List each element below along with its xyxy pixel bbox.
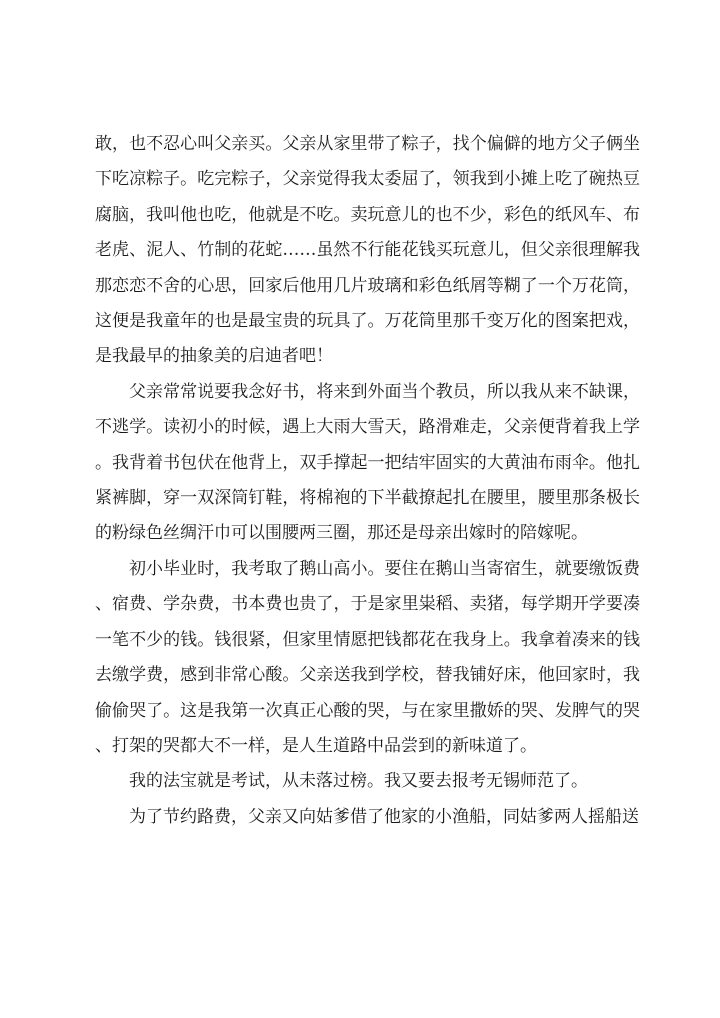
body-text — [95, 127, 640, 835]
paragraph: 为了节约路费，父亲又向姑爹借了他家的小渔船，同姑爹两人摇船送 — [129, 806, 639, 827]
paragraph: 我的法宝就是考试，从未落过榜。我又要去报考无锡师范了。 — [129, 771, 588, 792]
paragraph-continued: 敢，也不忍心叫父亲买。父亲从家里带了粽子，找个偏僻的地方父子俩坐下吃凉粽子。吃完粽子，父亲觉得我太委屈了，领我到小摊上吃了碗热豆腐脑，我叫他也吃，他就是不吃。卖玩意儿的也不少，彩色的纸风车、布老虎、泥人、竹制的花蛇……虽然不行能花钱买玩意儿，但父亲很理解我那恋恋不舍的心思，回家后他用几片玻璃和彩色纸屑等糊了一个万花筒，这便是我童年的也是最宝贵的玩具了。万花筒里那千变万化的图案把戏，是我最早的抽象美的启迪者吧！ — [95, 134, 640, 367]
paragraph: 初小毕业时，我考取了鹅山高小。要住在鹅山当寄宿生，就要缴饭费、宿费、学杂费，书本费也贵了，于是家里粜稻、卖猪，每学期开学要凑一笔不少的钱。钱很紧，但家里情愿把钱都花在我身上。我拿着凑来的钱去缴学费，感到非常心酸。父亲送我到学校，替我铺好床，他回家时，我偷偷哭了。这是我第一次真正心酸的哭，与在家里撒娇的哭、发脾气的哭、打架的哭都大不一样，是人生道路中品尝到的新味道了。 — [95, 558, 640, 756]
paragraph: 父亲常常说要我念好书，将来到外面当个教员，所以我从来不缺课，不逃学。读初小的时候，遇上大雨大雪天，路滑难走，父亲便背着我上学。我背着书包伏在他背上，双手撑起一把结牢固实的大黄油布雨伞。他扎紧裤脚，穿一双深筒钉鞋，将棉袍的下半截撩起扎在腰里，腰里那条极长的粉绿色丝绸汗巾可以围腰两三圈，那还是母亲出嫁时的陪嫁呢。 — [95, 381, 640, 544]
